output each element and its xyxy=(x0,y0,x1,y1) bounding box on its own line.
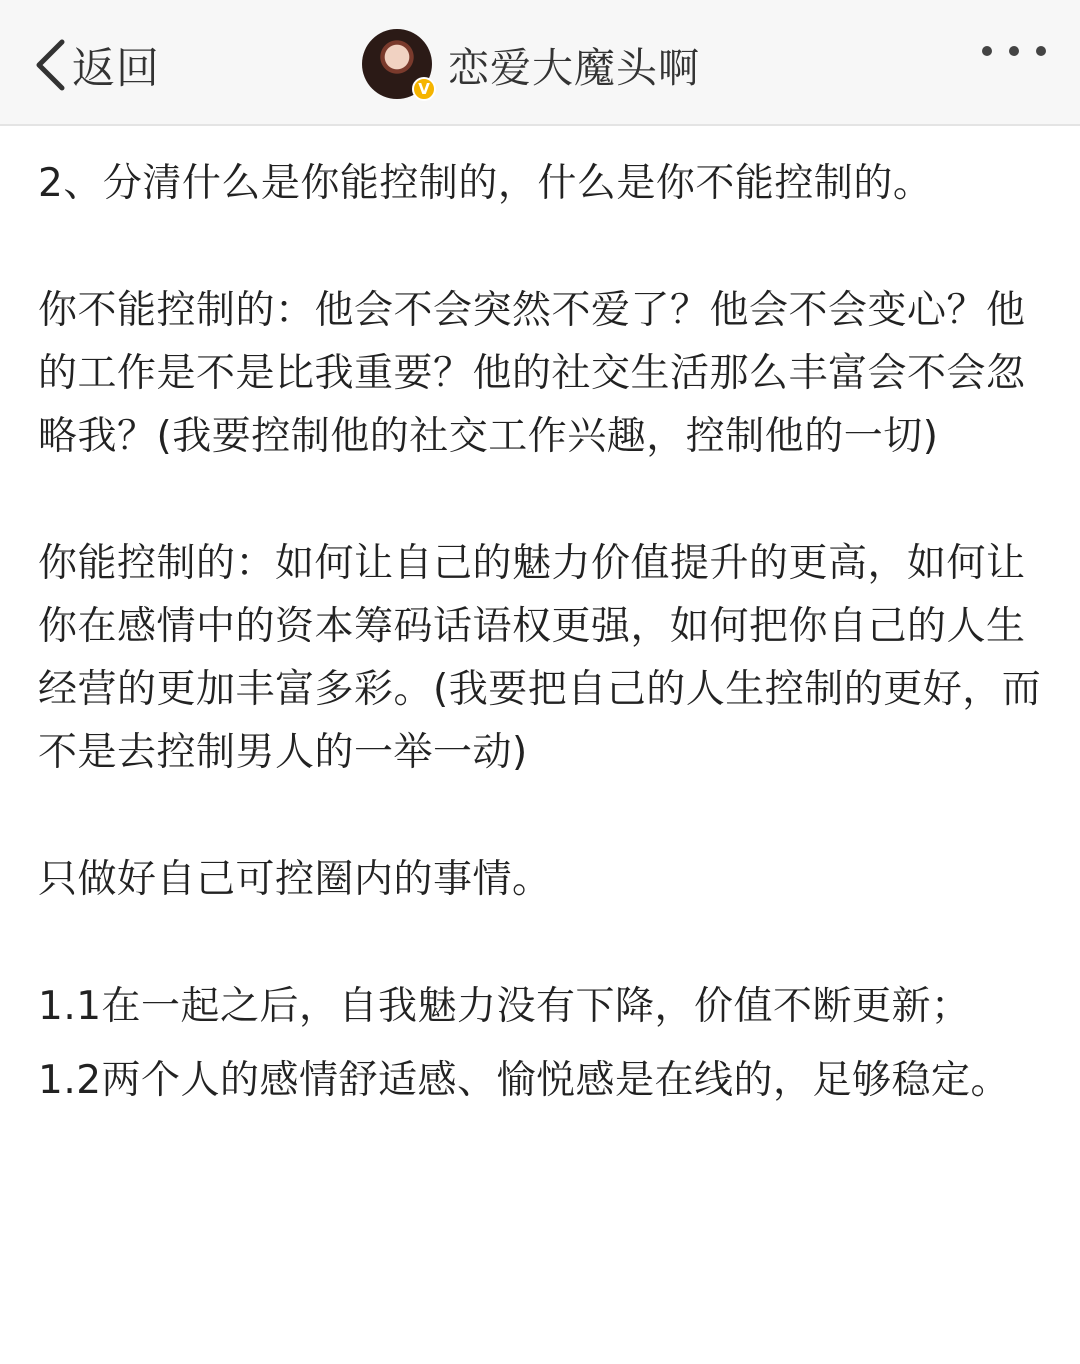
more-dot-icon xyxy=(1009,46,1019,56)
can-control-paragraph: 你能控制的：如何让自己的魅力价值提升的更高，如何让你在感情中的资本筹码话语权更强，如何把你自己的人生经营的更加丰富多彩。(我要把自己的人生控制的更好，而不是去控制男人的一举一动) xyxy=(38,541,1042,775)
post-heading: 2、分清什么是你能控制的，什么是你不能控制的。 xyxy=(38,161,933,206)
more-dot-icon xyxy=(982,46,992,56)
point-1-2: 1.2两个人的感情舒适感、愉悦感是在线的，足够稳定。 xyxy=(38,1058,1011,1103)
verified-badge-icon: V xyxy=(412,77,436,101)
back-button[interactable] xyxy=(32,30,160,100)
cannot-control-paragraph: 你不能控制的：他会不会突然不爱了？他会不会变心？他的工作是不是比我重要？他的社交生活那么丰富会不会忽略我？(我要控制他的社交工作兴趣，控制他的一切) xyxy=(38,288,1026,459)
back-label: 返回 xyxy=(72,43,160,94)
more-dot-icon xyxy=(1036,46,1046,56)
summary-paragraph: 只做好自己可控圈内的事情。 xyxy=(38,857,552,902)
avatar[interactable] xyxy=(362,29,432,99)
chevron-left-icon xyxy=(32,36,68,94)
account-header[interactable] xyxy=(362,28,700,100)
navigation-bar xyxy=(0,0,1080,126)
post-body xyxy=(38,152,1042,1112)
point-1-1: 1.1在一起之后，自我魅力没有下降，价值不断更新； xyxy=(38,984,971,1029)
more-options-button[interactable] xyxy=(982,46,1046,56)
account-name[interactable]: 恋爱大魔头啊 xyxy=(448,43,700,92)
